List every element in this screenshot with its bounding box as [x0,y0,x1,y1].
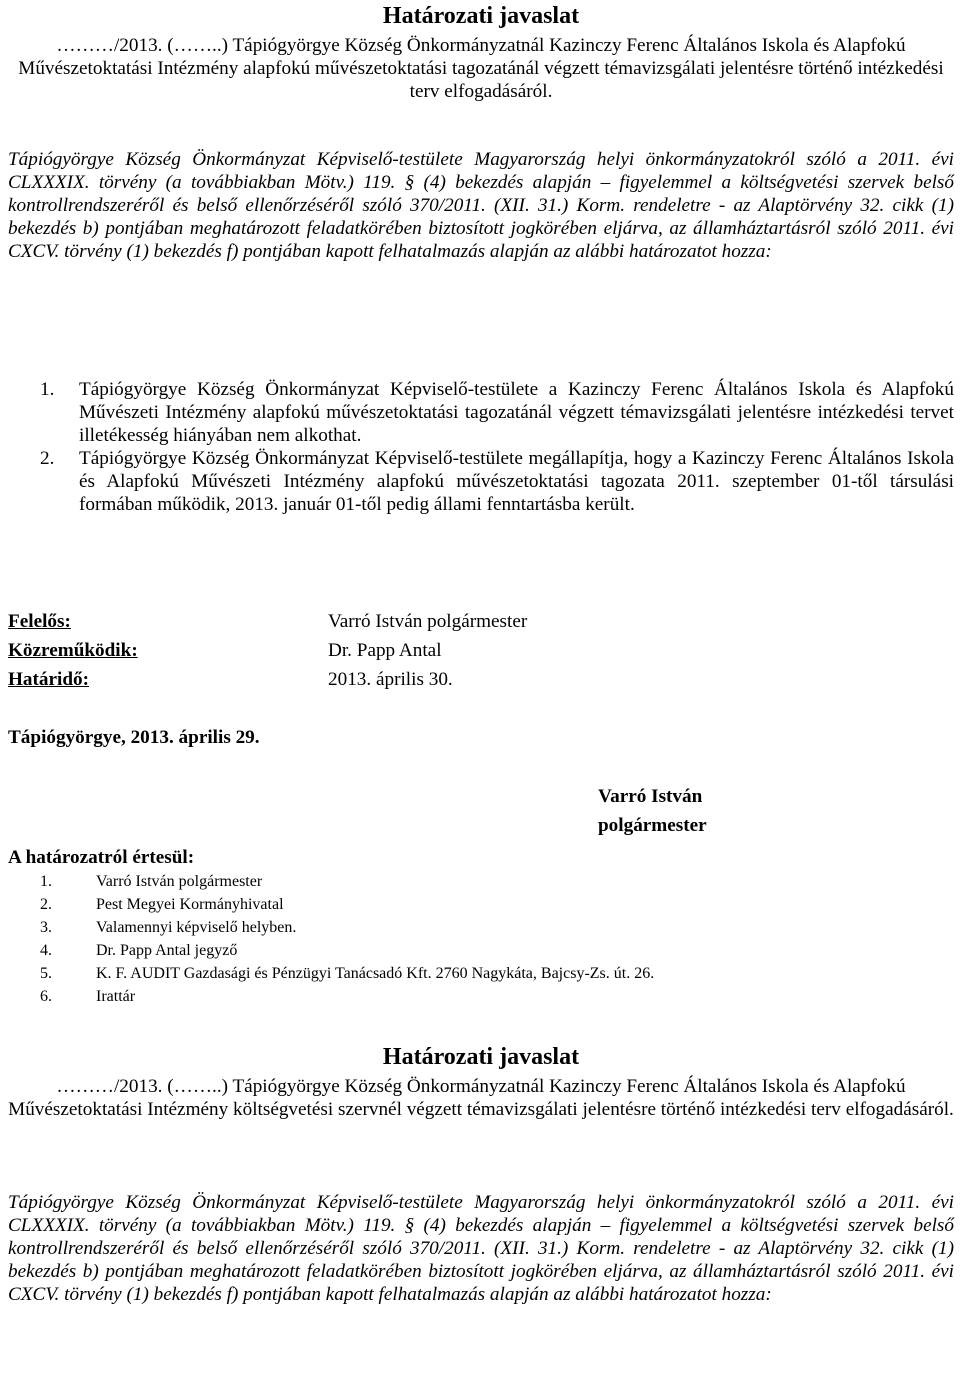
resolution-title-2: Határozati javaslat [382,1044,580,1070]
notify-heading: A határozatról értesül: [8,847,195,868]
notify-item [8,893,654,916]
notify-text: Varró István polgármester [96,873,263,890]
resolution-points [8,378,954,516]
notify-item [8,939,654,962]
notify-item [8,985,654,1008]
point-text: Tápiógyörgye Község Önkormányzat Képviselő-testülete a Kazinczy Ferenc Általános Iskola és Alapfokú Művészeti Intézmény alapfokú művészetoktatási tagozatánál végzett témavizsgálati jelentésre intézkedési tervet illetékesség hiányában nem alkothat. [79,379,954,446]
notify-text: K. F. AUDIT Gazdasági és Pénzügyi Tanácsadó Kft. 2760 Nagykáta, Bajcsy-Zs. út. 26. [96,965,655,982]
resolution-subtitle-1: ………/2013. (……..) Tápiógyörgye Község Önkormányzatnál Kazinczy Ferenc Általános Iskola és Alapfokú Művészetoktatási Intézmény alapfokú művészetoktatási tagozatánál végzett témavizsgálati jelentésre történő intézkedési terv elfogadásáról. [18,35,944,102]
notify-text: Irattár [96,988,136,1005]
notify-list [8,870,654,1008]
notify-number: 2. [40,896,52,913]
preamble-2: Tápiógyörgye Község Önkormányzat Képviselő-testülete Magyarország helyi önkormányzatokról szóló a 2011. évi CLXXXIX. törvény (a továbbiakban Mötv.) 119. § (4) bekezdés alapján – figyelemmel a költségvetési szervek belső kontrollrendszeréről és belső ellenőrzéséről szóló 370/2011. (XII. 31.) Korm. rendeletre - az Alaptörvény 32. cikk (1) bekezdés b) pontjában meghatározott feladatkörében biztosított jogkörében eljárva, az államháztartásról szóló 2011. évi CXCV. törvény (1) bekezdés f) pontjában kapott felhatalmazás alapján az alábbi határozatot hozza: [8,1192,954,1305]
notify-text: Pest Megyei Kormányhivatal [96,896,284,913]
place-date: Tápiógyörgye, 2013. április 29. [8,727,260,748]
responsibility-table [8,607,954,694]
notify-number: 5. [40,965,52,982]
contributor-row [8,636,954,665]
notify-number: 3. [40,919,52,936]
preamble-1: Tápiógyörgye Község Önkormányzat Képviselő-testülete Magyarország helyi önkormányzatokról szóló a 2011. évi CLXXXIX. törvény (a továbbiakban Mötv.) 119. § (4) bekezdés alapján – figyelemmel a költségvetési szervek belső kontrollrendszeréről és belső ellenőrzéséről szóló 370/2011. (XII. 31.) Korm. rendeletre - az Alaptörvény 32. cikk (1) bekezdés b) pontjában meghatározott feladatkörében biztosított jogkörében eljárva, az államháztartásról szóló 2011. évi CXCV. törvény (1) bekezdés f) pontjában kapott felhatalmazás alapján az alábbi határozatot hozza: [8,149,954,262]
deadline-row [8,665,954,694]
deadline-label: Határidő: [8,669,90,690]
notify-number: 1. [40,873,52,890]
notify-item [8,870,654,893]
point-number: 2. [40,448,55,469]
notify-number: 6. [40,988,52,1005]
resolution-point-2 [8,447,954,516]
responsible-value: Varró István polgármester [328,611,528,632]
resolution-point-1 [8,378,954,447]
notify-item [8,916,654,939]
responsible-label: Felelős: [8,611,71,632]
notify-item [8,962,654,985]
notify-text: Dr. Papp Antal jegyző [96,942,238,959]
resolution-title-1: Határozati javaslat [382,3,580,29]
signer-title: polgármester [598,815,707,836]
contributor-value: Dr. Papp Antal [328,640,442,661]
signature-block [598,782,707,840]
point-text: Tápiógyörgye Község Önkormányzat Képviselő-testülete megállapítja, hogy a Kazinczy Ferenc Általános Iskola és Alapfokú Művészeti Intézmény alapfokú művészetoktatási tagozata 2011. szeptember 01-től társulási formában működik, 2013. január 01-től pedig állami fenntartásba került. [79,448,954,515]
contributor-label: Közreműködik: [8,640,138,661]
notify-text: Valamennyi képviselő helyben. [96,919,297,936]
resolution-subtitle-2: ………/2013. (……..) Tápiógyörgye Község Önkormányzatnál Kazinczy Ferenc Általános Iskola és Alapfokú Művészetoktatási Intézmény költségvetési szervnél végzett témavizsgálati jelentésre történő intézkedési terv elfogadásáról. [8,1076,954,1120]
deadline-value: 2013. április 30. [328,669,453,690]
point-number: 1. [40,379,55,400]
notify-number: 4. [40,942,52,959]
signer-name: Varró István [598,786,703,807]
responsible-row [8,607,954,636]
